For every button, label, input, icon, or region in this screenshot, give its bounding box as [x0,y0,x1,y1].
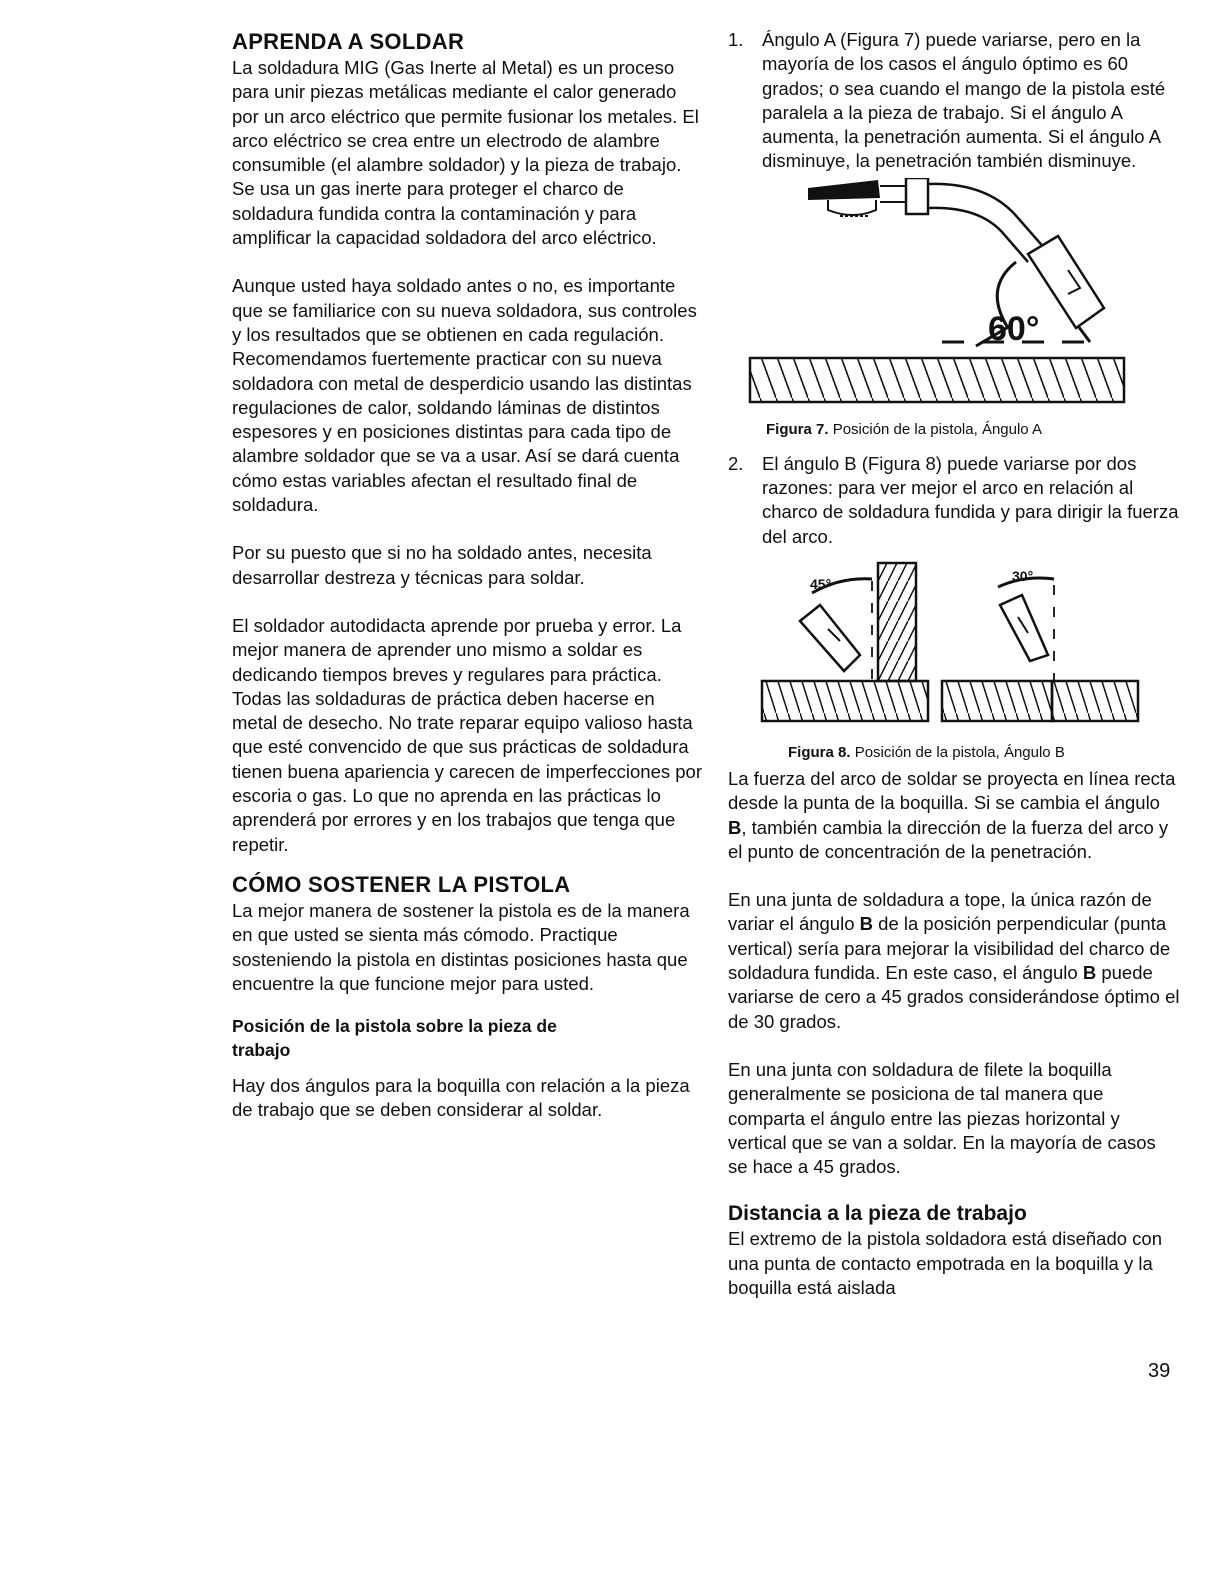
figure-8-label: Figura 8. [788,743,851,761]
horizontal-plate-right-a [942,681,1052,721]
heading-como-sostener: CÓMO SOSTENER LA PISTOLA [232,871,571,897]
text-segment: de la posición perpendicular (punta vertical) sería para mejorar la visibilidad del charco de soldadura fundida. En este caso, el ángulo [728,913,1171,984]
angle-label-30: 30° [1012,567,1034,584]
list-number: 1. [728,29,744,50]
heading-aprenda-a-soldar: APRENDA A SOLDAR [232,29,465,54]
paragraph-butt-joint [728,888,1180,1034]
list-item-angle-b [728,452,1180,549]
text-segment: La fuerza del arco de soldar se proyecta en línea recta desde la punta de la boquilla. Si se cambia el ángulo [728,767,1176,814]
nozzle-45 [800,605,860,671]
list-item-angle-a [728,28,1180,174]
bold-b: B [859,913,874,935]
paragraph-develop-skill: Por su puesto que si no ha soldado antes, necesita desarrollar destreza y técnicas para soldar. [232,542,652,588]
text-segment: puede variarse de cero a 45 grados considerándose óptimo el de 30 grados. [728,962,1180,1032]
paragraph-distance: El extremo de la pistola soldadora está diseñado con una punta de contacto empotrada en la boquilla y la boquilla está aislada [728,1228,1162,1299]
list-text: Ángulo A (Figura 7) puede variarse, pero en la mayoría de los casos el ángulo óptimo es 60 grados; o sea cuando el mango de la pistola esté paralela a la pieza de trabajo. Si el ángulo A aumenta, la penetración aumenta. Si el ángulo A disminuye, la penetración también disminuye. [762,29,1166,172]
paragraph-mig-intro: La soldadura MIG (Gas Inerte al Metal) es un proceso para unir piezas metálicas mediante el calor generado por un arco eléctrico que permite fusionar los metales. El arco eléctrico se crea entre un electrodo de alambre consumible (el alambre soldador) y la pieza de trabajo. Se usa un gas inerte para proteger el charco de soldadura fundida contra la contaminación y para amplificar la capacidad soldadora del arco eléctrico. [232,57,699,249]
figure-7-label: Figura 7. [766,420,829,438]
angle-label-45: 45° [810,575,832,592]
gun-neck [928,184,1046,262]
paragraph-self-taught: El soldador autodidacta aprende por prueba y error. La mejor manera de aprender uno mismo a soldar es dedicando tiempos breves y regulares para práctica. Todas las soldaduras de práctica deben hacerse en metal de desecho. No trate reparar equipo valioso hasta que esté convencido de que sus prácticas de soldadura tienen buena apariencia y carecen de imperfecciones por escoria o gas. Lo que no aprenda en las prácticas lo aprenderá por errores y en los trabajos que tenga que repetir. [232,614,702,855]
heading-distancia: Distancia a la pieza de trabajo [728,1202,1027,1226]
bold-b: B [1082,962,1097,984]
paragraph-two-angles: Hay dos ángulos para la boquilla con relación a la pieza de trabajo que se deben considerar al soldar. [232,1075,690,1121]
figure-8-caption-text: Posición de la pistola, Ángulo B [854,743,1065,761]
workpiece [750,358,1124,402]
paragraph-hold-gun: La mejor manera de sostener la pistola es de la manera en que usted se sienta más cómodo. Practique sosteniendo la pistola en distintas posiciones hasta que encuentre la que funcione mejor para usted. [232,899,690,994]
figure-7-gun-angle-a [728,178,1180,418]
list-number: 2. [728,452,744,474]
figure-8-caption [728,743,1180,763]
figure-7-caption-text: Posición de la pistola, Ángulo A [832,420,1042,438]
gun-trigger [828,200,876,215]
angle-label-60: 60° [988,309,1040,348]
paragraph-fillet-joint: En una junta con soldadura de filete la boquilla generalmente se posiciona de tal manera que comparta el ángulo entre las piezas horizontal y vertical que se van a soldar. En la mayoría de casos se hace a 45 grados. [728,1058,1156,1178]
bold-b: B [728,816,742,838]
vertical-plate [878,563,916,681]
text-segment: , también cambia la dirección de la fuerza del arco y el punto de concentración de la penetración. [728,816,1169,862]
right-column [728,28,1180,1300]
list-text: El ángulo B (Figura 8) puede variarse por dos razones: para ver mejor el arco en relación al charco de soldadura fundida y para dirigir la fuerza del arco. [762,452,1179,547]
heading-posicion-pistola: Posición de la pistola sobre la pieza de trabajo [232,1016,557,1061]
text-segment: En una junta de soldadura a tope, la única razón de variar el ángulo [728,889,1152,935]
figure-7-caption [728,420,1180,440]
horizontal-plate-left [762,681,928,721]
paragraph-familiarize: Aunque usted haya soldado antes o no, es importante que se familiarice con su nueva soldadora, sus controles y los resultados que se obtienen en cada regulación. Recomendamos fuertemente practicar con su nueva soldadora con metal de desperdicio usando las distintas regulaciones de calor, soldando láminas de distintos espesores y en posiciones distintas para cada tipo de alambre soldador que se va a usar. Así se dará cuenta cómo estas variables afectan el resultado final de soldadura. [232,275,697,516]
page-number: 39 [1148,1360,1171,1382]
gun-handle [808,180,880,200]
gun-collar [906,178,928,214]
figure-8-gun-angle-b [728,561,1180,741]
paragraph-arc-force [728,767,1180,864]
horizontal-plate-right-b [1052,681,1138,721]
left-column [232,28,702,1123]
